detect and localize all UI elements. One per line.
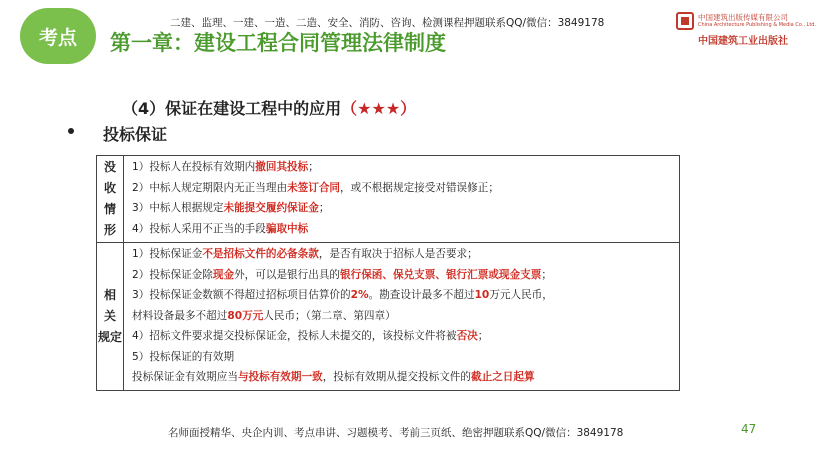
rule-text: 2）中标人规定期限内无正当理由	[132, 181, 288, 194]
highlight-text: 与投标有效期一致	[237, 371, 323, 383]
rule-line	[132, 306, 673, 327]
rule-text: 5）投标保证的有效期	[132, 350, 235, 363]
highlight-text: 否决	[456, 330, 478, 342]
highlight-text: 80万元	[227, 309, 264, 322]
rule-text: 3）投标保证金数额不得超过招标项目估算价的	[132, 289, 351, 301]
rule-text: ；	[477, 330, 489, 342]
rule-text: 材料设备最多不超过	[132, 309, 228, 322]
row-header-char: 相	[103, 287, 116, 302]
publisher-logo	[676, 10, 816, 47]
rules-table	[96, 155, 680, 391]
table-row	[97, 243, 680, 391]
page-number: 47	[741, 422, 757, 436]
rule-line	[132, 326, 673, 347]
rule-text: ，投标有效期从提交投标文件的	[322, 371, 471, 383]
rule-line	[132, 244, 673, 265]
publisher-name-cn: 中国建筑出版传媒有限公司	[698, 13, 788, 22]
row-header-char: 情	[103, 202, 116, 216]
rule-line	[132, 347, 673, 368]
rule-text: 4）投标人采用不正当的手段	[132, 222, 266, 235]
section-title: （4）保证在建设工程中的应用	[122, 99, 342, 118]
rule-text: 1）投标保证金	[132, 248, 203, 260]
contact-banner: 二建、监理、一建、一造、二造、安全、消防、咨询、检测课程押题联系QQ/微信：3849178	[170, 17, 605, 29]
chapter-title: 第一章：建设工程合同管理法律制度	[110, 31, 446, 55]
row-header-char: 没	[103, 160, 116, 174]
bullet-heading: 投标保证	[103, 125, 168, 144]
row-header-char: 形	[103, 223, 116, 237]
row-header	[97, 243, 124, 391]
rule-line	[132, 285, 673, 306]
table-row	[97, 156, 680, 243]
highlight-text: 银行保函、保兑支票、银行汇票或现金支票	[340, 268, 542, 281]
rule-text: 3）中标人根据规定	[132, 202, 224, 214]
highlight-text: 不是招标文件的必备条款	[202, 248, 319, 260]
publisher-emblem-icon	[676, 12, 694, 30]
rule-line	[132, 265, 673, 286]
row-header-char: 收	[103, 181, 116, 195]
rule-text: ；	[541, 268, 552, 281]
publisher-calligraphy: 中国建筑工业出版社	[698, 36, 788, 47]
rule-text: 投标保证金有效期应当	[132, 371, 238, 383]
highlight-text: 截止之日起算	[471, 371, 535, 383]
rule-text: 万元人民币，	[489, 289, 553, 301]
rule-text: 。勘查设计最多不超过	[368, 289, 475, 301]
highlight-text: 10	[474, 289, 490, 301]
highlight-text: 未能提交履约保证金	[223, 202, 319, 214]
rule-line	[132, 367, 673, 388]
row-content	[124, 243, 680, 391]
row-header-char: 关	[103, 308, 116, 323]
rule-text: 4）招标文件要求提交投标保证金，投标人未提交的，该投标文件将被	[132, 330, 457, 342]
rule-text: 1）投标人在投标有效期内	[132, 161, 256, 173]
highlight-text: 未签订合同	[287, 181, 341, 194]
bullet-icon	[68, 128, 74, 134]
topic-badge: 考点	[20, 8, 96, 64]
section-heading	[122, 96, 416, 119]
rule-text: ；	[308, 161, 319, 173]
rule-text: ；	[318, 202, 330, 214]
rule-line	[132, 219, 673, 240]
rule-text: 2）投标保证金除	[132, 268, 213, 281]
highlight-text: 骗取中标	[265, 222, 309, 235]
rule-line	[132, 157, 673, 178]
rule-text: ，或不根据规定接受对错误修正；	[340, 181, 499, 194]
importance-stars: （★★★）	[341, 99, 417, 118]
footer-banner: 名师面授精华、央企内训、考点串讲、习题模考、考前三页纸、绝密押题联系QQ/微信：3849178	[168, 427, 624, 439]
row-header	[97, 156, 124, 243]
highlight-text: 现金	[212, 268, 235, 281]
row-content	[124, 156, 680, 243]
rule-line	[132, 198, 673, 219]
highlight-text: 撤回其投标	[255, 161, 309, 173]
highlight-text: 2%	[350, 289, 369, 301]
rule-text: 外，可以是银行出具的	[234, 268, 341, 281]
row-header-char: 规定	[98, 329, 123, 344]
rule-text: ，是否有取决于招标人是否要求；	[318, 248, 478, 260]
rule-line	[132, 178, 673, 199]
rule-text: 人民币；（第二章、第四章）	[263, 309, 396, 322]
publisher-name-en: China Architecture Publishing & Media Co., Ltd.	[698, 22, 816, 28]
